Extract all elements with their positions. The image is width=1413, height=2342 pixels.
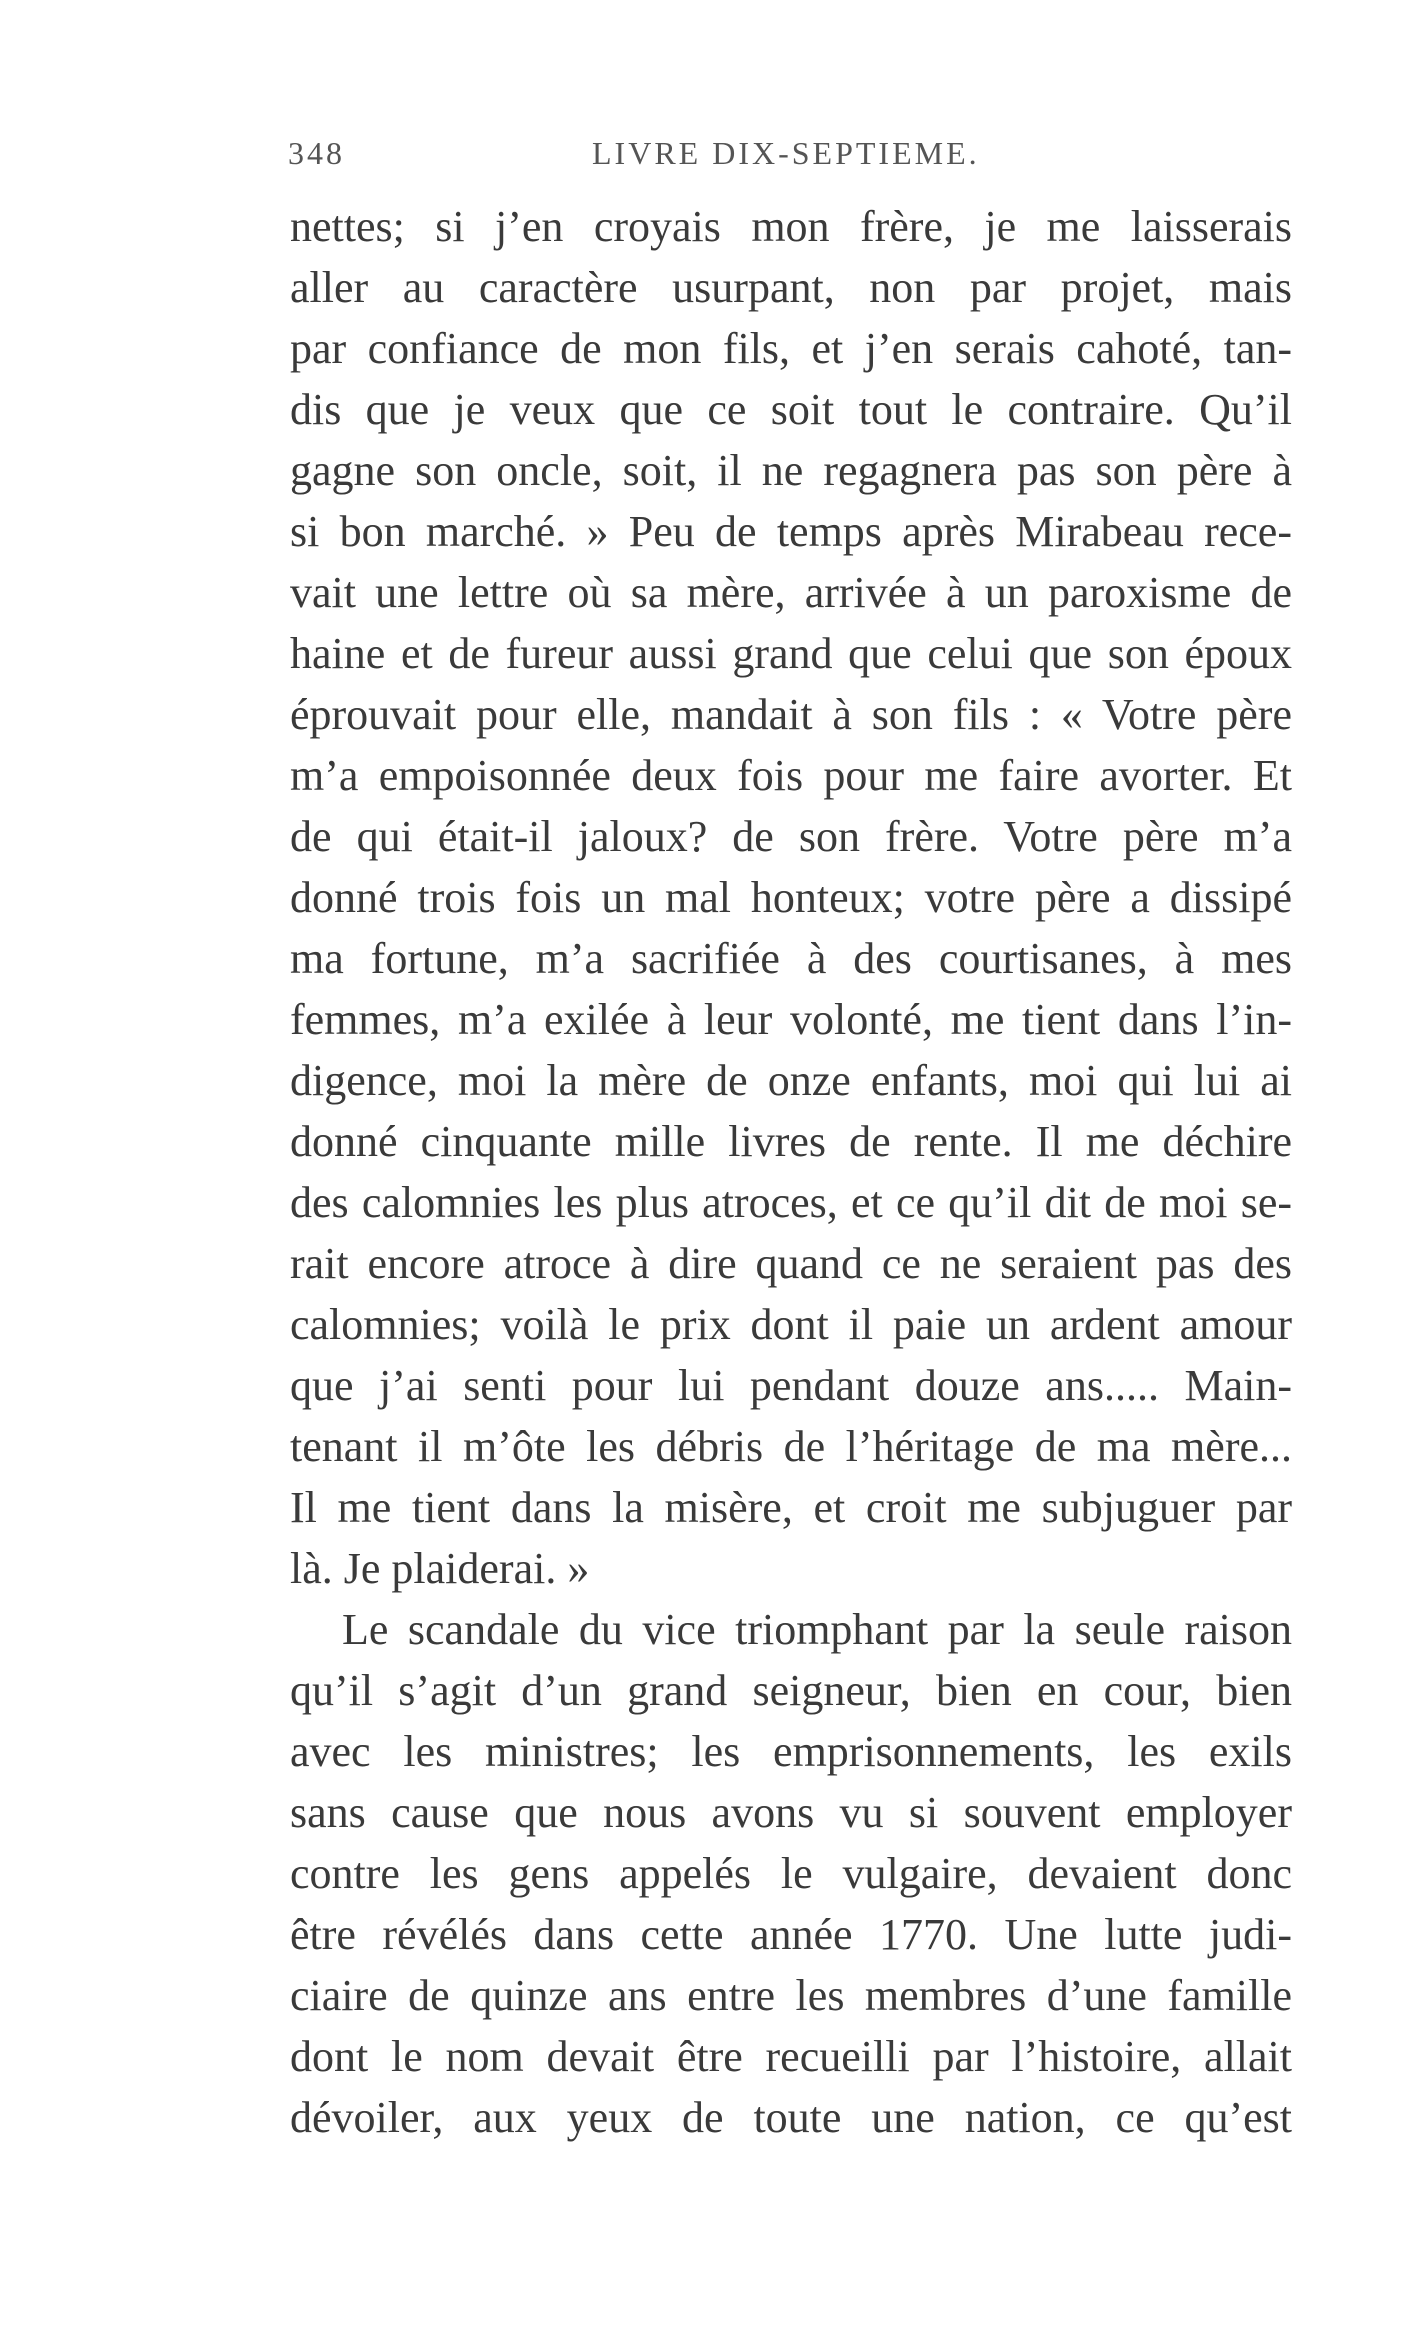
page-number: 348 <box>288 135 345 171</box>
text-line: rait encore atroce à dire quand ce ne seraient pas des <box>290 1239 1292 1288</box>
paragraph-end-line: là. Je plaiderai. » <box>290 1544 590 1593</box>
chapter-title: LIVRE DIX-SEPTIEME. <box>592 135 980 171</box>
text-line: des calomnies les plus atroces, et ce qu’il dit de moi se- <box>290 1178 1292 1227</box>
text-line: ma fortune, m’a sacrifiée à des courtisanes, à mes <box>290 934 1292 983</box>
text-line: contre les gens appelés le vulgaire, devaient donc <box>290 1849 1292 1898</box>
text-line: par confiance de mon fils, et j’en serais cahoté, tan- <box>290 324 1292 373</box>
text-line: dont le nom devait être recueilli par l’histoire, allait <box>290 2032 1292 2081</box>
text-line: éprouvait pour elle, mandait à son fils : « Votre père <box>290 690 1292 739</box>
text-line: femmes, m’a exilée à leur volonté, me tient dans l’in- <box>290 995 1292 1044</box>
text-line: sans cause que nous avons vu si souvent employer <box>290 1788 1292 1837</box>
text-line: si bon marché. » Peu de temps après Mirabeau rece- <box>290 507 1292 556</box>
text-line: m’a empoisonnée deux fois pour me faire avorter. Et <box>290 751 1292 800</box>
text-line: dévoiler, aux yeux de toute une nation, ce qu’est <box>290 2093 1292 2142</box>
text-line: donné cinquante mille livres de rente. Il me déchire <box>290 1117 1292 1166</box>
text-line: haine et de fureur aussi grand que celui que son époux <box>290 629 1292 678</box>
running-head <box>288 135 1300 175</box>
body-text <box>290 196 1292 2148</box>
paragraph-start-line: Le scandale du vice triomphant par la seule raison <box>342 1605 1292 1654</box>
text-line: être révélés dans cette année 1770. Une lutte judi- <box>290 1910 1292 1959</box>
text-line: aller au caractère usurpant, non par projet, mais <box>290 263 1292 312</box>
text-line: qu’il s’agit d’un grand seigneur, bien en cour, bien <box>290 1666 1292 1715</box>
text-line: nettes; si j’en croyais mon frère, je me laisserais <box>290 202 1292 251</box>
text-line: Il me tient dans la misère, et croit me subjuguer par <box>290 1483 1292 1532</box>
text-line: avec les ministres; les emprisonnements, les exils <box>290 1727 1292 1776</box>
text-line: que j’ai senti pour lui pendant douze ans..... Main- <box>290 1361 1292 1410</box>
text-line: ciaire de quinze ans entre les membres d’une famille <box>290 1971 1292 2020</box>
text-line: donné trois fois un mal honteux; votre père a dissipé <box>290 873 1292 922</box>
text-line: calomnies; voilà le prix dont il paie un ardent amour <box>290 1300 1292 1349</box>
text-line: de qui était-il jaloux? de son frère. Votre père m’a <box>290 812 1292 861</box>
text-line: tenant il m’ôte les débris de l’héritage de ma mère... <box>290 1422 1292 1471</box>
text-line: dis que je veux que ce soit tout le contraire. Qu’il <box>290 385 1292 434</box>
text-line: gagne son oncle, soit, il ne regagnera pas son père à <box>290 446 1292 495</box>
text-line: digence, moi la mère de onze enfants, moi qui lui ai <box>290 1056 1292 1105</box>
text-line: vait une lettre où sa mère, arrivée à un paroxisme de <box>290 568 1292 617</box>
